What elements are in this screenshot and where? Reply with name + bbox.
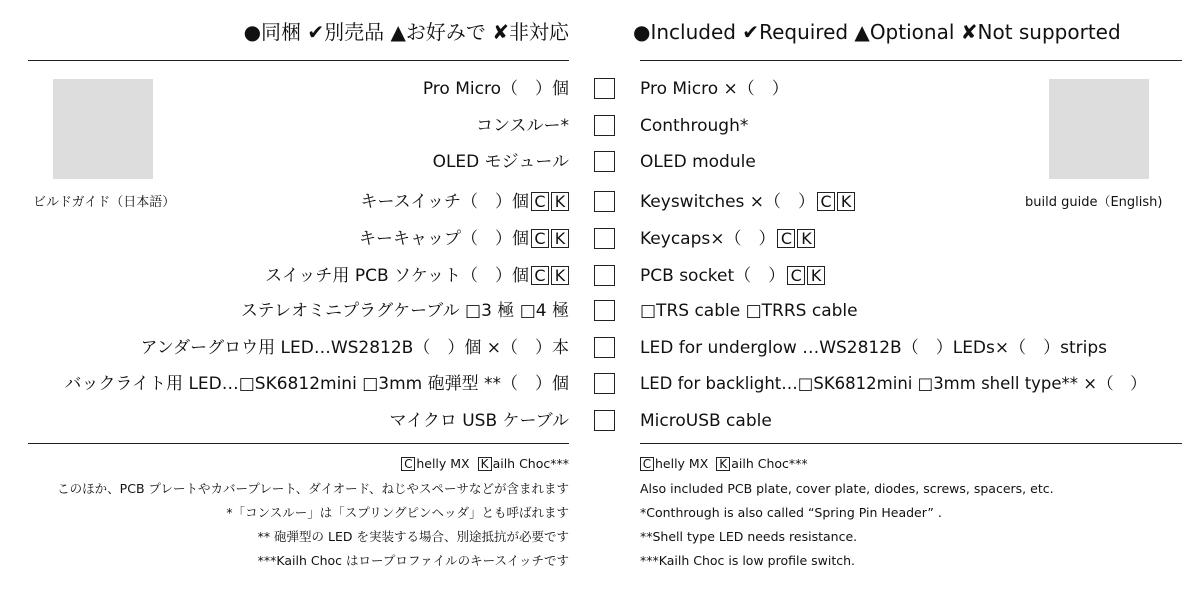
item-trs-cable-jp [241,299,569,323]
kailh-mark: K [478,457,492,471]
brand-line-en [640,456,808,472]
top-rule-jp [28,60,569,61]
item-label: アンダーグロウ用 LED…WS2812B（ ）個 ×（ ）本 [140,338,569,358]
item-label: Pro Micro（ ）個 [422,79,569,99]
checkbox-pcb-socket[interactable] [594,265,615,286]
item-keyswitches-jp [361,190,569,214]
item-keycaps-jp [359,227,569,251]
item-label: コンスルー* [476,116,569,136]
note-en-included: Also included PCB plate, cover plate, diodes, screws, spacers, etc. [640,481,1054,496]
item-trs-cable-en [640,299,858,323]
item-label: MicroUSB cable [640,411,772,431]
item-conthrough-en [640,114,748,138]
item-label: OLED module [640,152,756,172]
kailh-mark: K [807,266,825,285]
brand-cherry-label: helly MX [655,456,709,471]
cherry-mark: C [531,266,549,285]
item-oled-jp [433,150,569,174]
item-usb-cable-jp [390,409,570,433]
checkbox-pro-micro[interactable] [594,78,615,99]
checkbox-conthrough[interactable] [594,115,615,136]
item-keyswitches-en [640,190,855,214]
item-pcb-socket-jp [265,264,569,288]
build-guide-en-caption: build guide（English) [1025,195,1163,210]
item-keycaps-en [640,227,815,251]
note-jp-included: このほか、PCB プレートやカバープレート、ダイオード、ねじやスペーサなどが含まれます [57,481,569,496]
checkbox-keyswitches[interactable] [594,191,615,212]
cherry-mark: C [817,192,835,211]
item-label: Pro Micro ×（ ） [640,79,789,99]
cherry-mark: C [401,457,415,471]
kailh-mark: K [551,229,569,248]
item-conthrough-jp [476,114,569,138]
item-label: Keyswitches ×（ ） [640,192,816,212]
legend-jp: ●同梱 ✔別売品 ▲お好みで ✘非対応 [243,20,569,44]
brand-cherry-label: helly MX [416,456,470,471]
cherry-mark: C [531,229,549,248]
item-pro-micro-en [640,77,789,101]
item-label: スイッチ用 PCB ソケット（ ）個 [265,266,529,286]
build-guide-en-image[interactable] [1049,79,1149,179]
item-backlight-en [640,372,1147,396]
item-label: バックライト用 LED…□SK6812mini □3mm 砲弾型 **（ ）個 [64,374,569,394]
item-underglow-en [640,336,1107,360]
kailh-mark: K [551,192,569,211]
kailh-mark: K [716,457,730,471]
note-en-conthrough: *Conthrough is also called “Spring Pin Header” . [640,505,942,520]
cherry-mark: C [531,192,549,211]
item-label: キースイッチ（ ）個 [360,192,529,212]
item-label: Conthrough* [640,116,749,136]
checkbox-underglow[interactable] [594,337,615,358]
checkbox-backlight[interactable] [594,373,615,394]
checkbox-usb-cable[interactable] [594,410,615,431]
checkbox-oled[interactable] [594,151,615,172]
bottom-rule-jp [28,443,569,444]
item-backlight-jp [65,372,569,396]
item-pro-micro-jp [423,77,569,101]
item-label: LED for backlight…□SK6812mini □3mm shell type** ×（ ） [640,374,1147,393]
legend-en: ●Included ✔Required ▲Optional ✘Not supported [633,20,1121,44]
item-label: ステレオミニプラグケーブル □3 極 □4 極 [240,301,569,321]
kailh-mark: K [551,266,569,285]
cherry-mark: C [787,266,805,285]
kailh-mark: K [797,229,815,248]
bottom-rule-en [640,443,1182,444]
item-label: LED for underglow …WS2812B（ ）LEDs×（ ）strips [640,338,1108,358]
cherry-mark: C [777,229,795,248]
cherry-mark: C [640,457,654,471]
item-label: □TRS cable □TRRS cable [640,301,858,321]
note-jp-conthrough: *「コンスルー」は「スプリングピンヘッダ」とも呼ばれます [226,505,569,520]
item-usb-cable-en [640,409,772,433]
item-pcb-socket-en [640,264,825,288]
brand-kailh-label: ailh Choc*** [492,456,569,471]
checkbox-trs-cable[interactable] [594,300,615,321]
item-label: Keycaps×（ ） [640,229,776,249]
brand-line-jp [401,456,569,472]
item-label: キーキャップ（ ）個 [359,229,529,249]
checkbox-keycaps[interactable] [594,228,615,249]
item-label: PCB socket（ ） [640,266,786,286]
item-label: OLED モジュール [432,152,569,172]
note-en-kailh-choc: ***Kailh Choc is low profile switch. [640,553,855,568]
top-rule-en [640,60,1182,61]
note-jp-shell-led: ** 砲弾型の LED を実装する場合、別途抵抗が必要です [257,529,569,544]
note-en-shell-led: **Shell type LED needs resistance. [640,529,858,544]
build-guide-jp-caption: ビルドガイド（日本語） [33,195,176,210]
note-jp-kailh-choc: ***Kailh Choc はロープロファイルのキースイッチです [257,553,569,568]
item-underglow-jp [140,336,569,360]
build-guide-jp-image[interactable] [53,79,153,179]
brand-kailh-label: ailh Choc*** [731,456,808,471]
item-label: マイクロ USB ケーブル [389,411,569,431]
item-oled-en [640,150,756,174]
kailh-mark: K [837,192,855,211]
